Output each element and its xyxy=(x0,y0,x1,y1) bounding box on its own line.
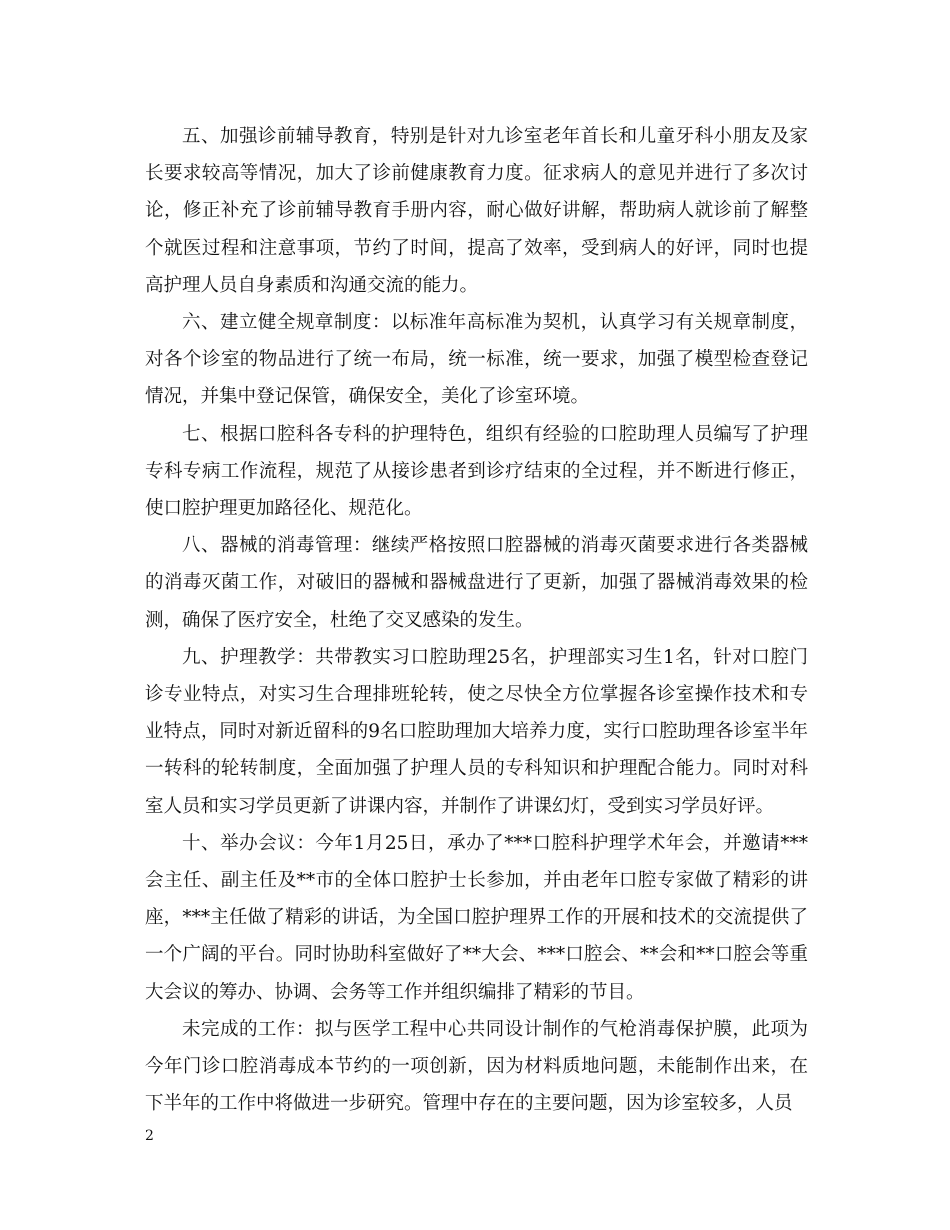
paragraph-unfinished-work: 未完成的工作：拟与医学工程中心共同设计制作的气枪消毒保护膜，此项为今年门诊口腔消毒成本节约的一项创新，因为材料质地问题，未能制作出来，在下半年的工作中将做进一步研究。管理中存在的主要问题，因为诊室较多，人员 xyxy=(145,1018,808,1115)
paragraph-7: 七、根据口腔科各专科的护理特色，组织有经验的口腔助理人员编写了护理专科专病工作流程，规范了从接诊患者到诊疗结束的全过程，并不断进行修正，使口腔护理更加路径化、规范化。 xyxy=(145,423,808,520)
paragraph-6: 六、建立健全规章制度：以标准年高标准为契机，认真学习有关规章制度，对各个诊室的物品进行了统一布局，统一标准，统一要求，加强了模型检查登记情况，并集中登记保管，确保安全，美化了诊室环境。 xyxy=(145,312,808,408)
paragraph-5: 五、加强诊前辅导教育，特别是针对九诊室老年首长和儿童牙科小朋友及家长要求较高等情况，加大了诊前健康教育力度。征求病人的意见并进行了多次讨论，修正补充了诊前辅导教育手册内容，耐心做好讲解，帮助病人就诊前了解整个就医过程和注意事项，节约了时间，提高了效率，受到病人的好评，同时也提高护理人员自身素质和沟通交流的能力。 xyxy=(145,126,808,296)
paragraph-8: 八、器械的消毒管理：继续严格按照口腔器械的消毒灭菌要求进行各类器械的消毒灭菌工作，对破旧的器械和器械盘进行了更新，加强了器械消毒效果的检测，确保了医疗安全，杜绝了交叉感染的发生。 xyxy=(145,535,808,631)
document-body xyxy=(145,118,808,1122)
paragraph-10: 十、举办会议：今年1月25日，承办了***口腔科护理学术年会，并邀请***会主任、副主任及**市的全体口腔护士长参加，并由老年口腔专家做了精彩的讲座，***主任做了精彩的讲话，为全国口腔护理界工作的开展和技术的交流提供了一个广阔的平台。同时协助科室做好了**大会、***口腔会、**会和**口腔会等重大会议的筹办、协调、会务等工作并组织编排了精彩的节目。 xyxy=(145,832,808,1003)
paragraph-9: 九、护理教学：共带教实习口腔助理25名，护理部实习生1名，针对口腔门诊专业特点，对实习生合理排班轮转，使之尽快全方位掌握各诊室操作技术和专业特点，同时对新近留科的9名口腔助理加大培养力度，实行口腔助理各诊室半年一转科的轮转制度，全面加强了护理人员的专科知识和护理配合能力。同时对科室人员和实习学员更新了讲课内容，并制作了讲课幻灯，受到实习学员好评。 xyxy=(145,646,808,817)
page-number: 2 xyxy=(145,1128,154,1144)
